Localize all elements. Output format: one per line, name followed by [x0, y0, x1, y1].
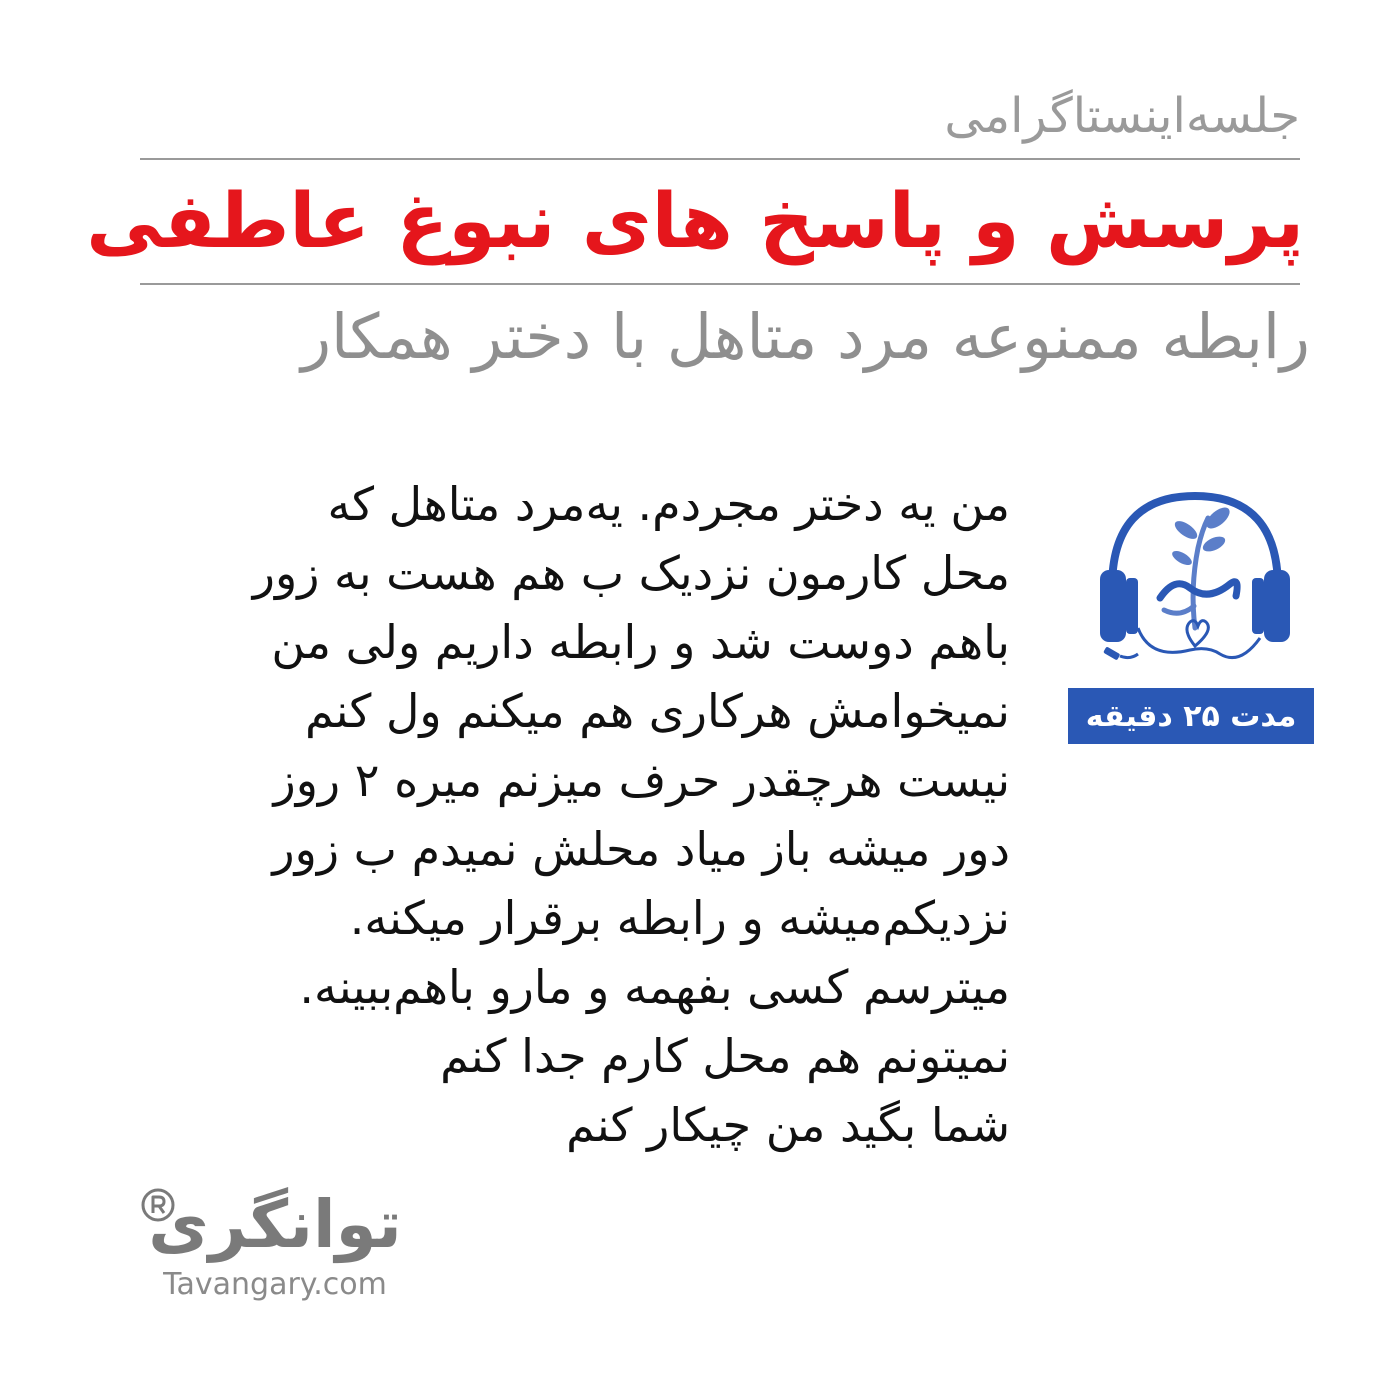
question-line: شما بگید من چیکار کنم	[566, 1098, 1010, 1152]
question-line: نمیخوامش هرکاری هم میکنم ول کنم	[304, 684, 1010, 738]
headphones-plant-icon	[1090, 478, 1300, 678]
question-line: دور میشه باز میاد محلش نمیدم ب زور	[272, 822, 1010, 876]
question-line: محل کارمون نزدیک ب هم هست به زور	[252, 546, 1010, 600]
topic-subtitle: رابطه ممنوعه مرد متاهل با دختر همکار	[301, 300, 1310, 373]
question-line: من یه دختر مجردم. یه‌مرد متاهل که	[327, 477, 1010, 531]
divider-top	[140, 158, 1300, 160]
page-title: پرسش و پاسخ های نبوغ عاطفی	[86, 176, 1304, 265]
divider-bottom	[140, 283, 1300, 285]
brand-logo	[140, 1185, 410, 1302]
question-line: میترسم کسی بفهمه و مارو باهم‌ببینه.	[299, 960, 1010, 1014]
question-line: نزدیکم‌میشه و رابطه برقرار میکنه.	[349, 891, 1010, 945]
registered-icon	[140, 1187, 176, 1223]
brand-wordmark: توانگری	[148, 1186, 402, 1263]
brand-url: Tavangary.com	[163, 1267, 387, 1302]
duration-badge: مدت ۲۵ دقیقه	[1068, 688, 1314, 744]
question-text	[150, 470, 1010, 1160]
question-line: نمیتونم هم محل کارم جدا کنم	[440, 1029, 1010, 1083]
question-line: باهم دوست شد و رابطه داریم ولی من	[271, 615, 1010, 669]
question-line: نیست هرچقدر حرف میزنم میره ۲ روز	[273, 753, 1010, 807]
session-kicker: جلسه‌اینستاگرامی	[944, 88, 1300, 144]
